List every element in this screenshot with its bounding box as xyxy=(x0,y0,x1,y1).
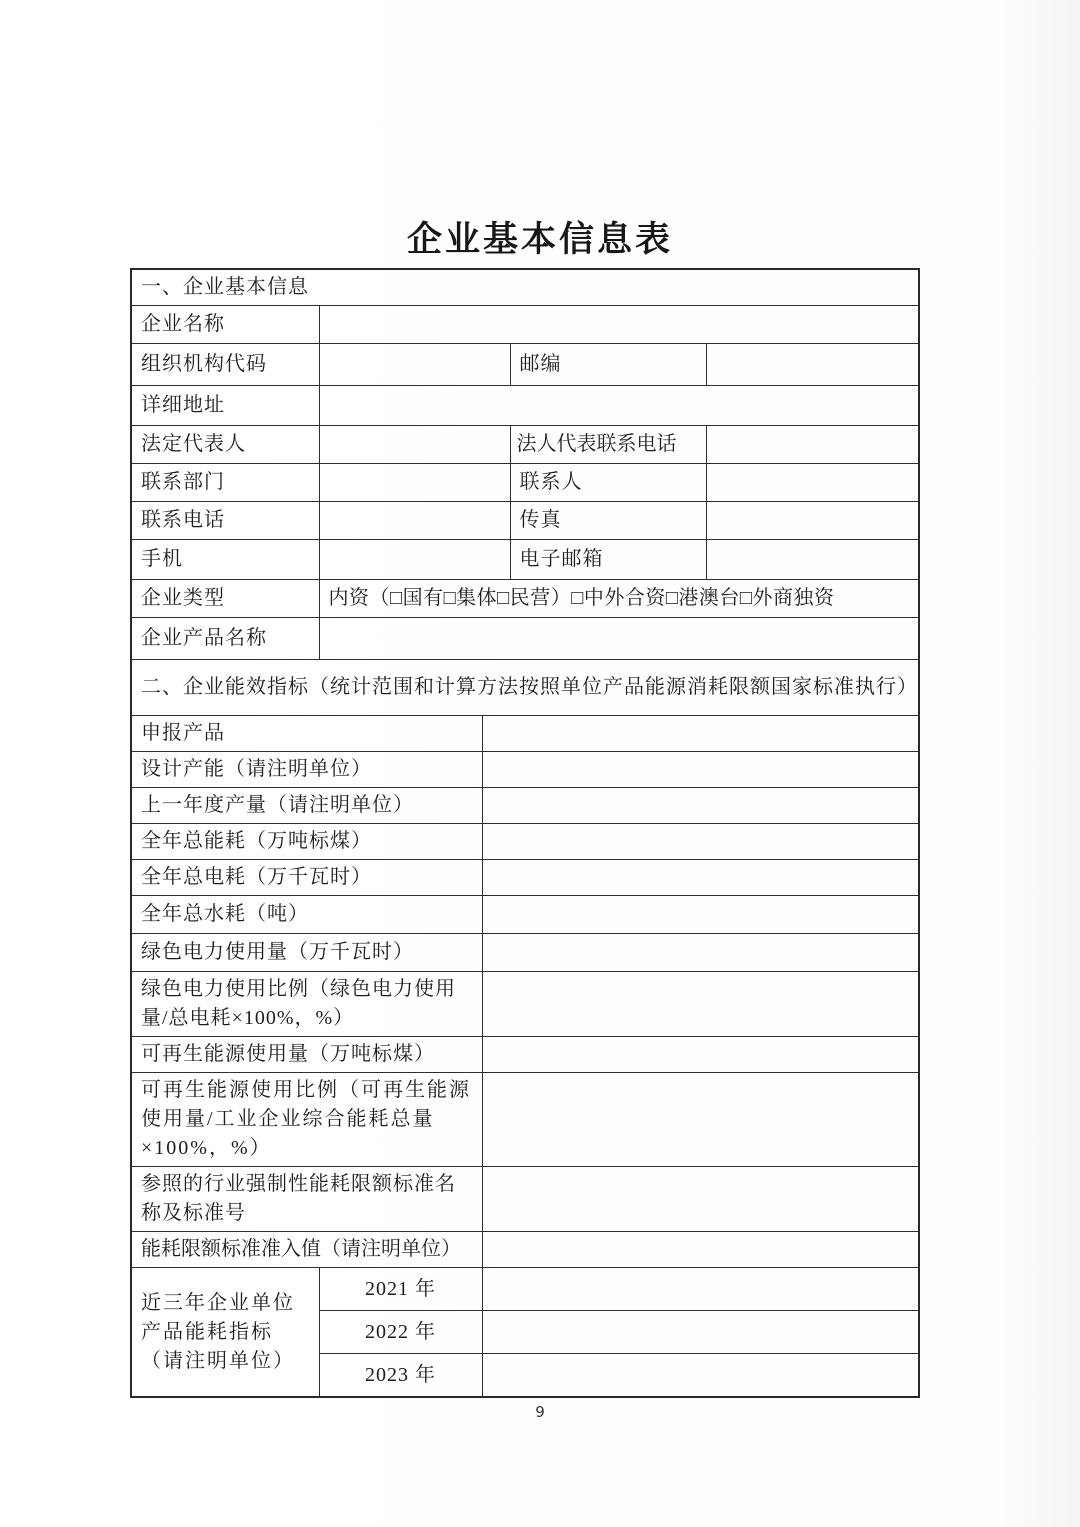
org-code-label: 组织机构代码 xyxy=(131,344,319,386)
row-company-type xyxy=(131,580,919,618)
year-2022-label: 2022 年 xyxy=(319,1311,482,1354)
standard-ref-blank-cell xyxy=(482,1167,919,1232)
row-declared-product xyxy=(131,716,919,752)
legal-rep-blank-cell xyxy=(319,426,510,464)
mobile-label: 手机 xyxy=(131,540,319,580)
row-contact-dept xyxy=(131,464,919,502)
standard-ref-label: 参照的行业强制性能耗限额标准名称及标准号 xyxy=(131,1167,482,1232)
row-mobile-email xyxy=(131,540,919,580)
total-energy-label: 全年总能耗（万吨标煤） xyxy=(131,824,482,860)
product-name-label: 企业产品名称 xyxy=(131,618,319,660)
year-2021-label: 2021 年 xyxy=(319,1268,482,1311)
row-green-power-ratio xyxy=(131,972,919,1037)
mobile-blank-cell xyxy=(319,540,510,580)
row-address xyxy=(131,386,919,426)
green-power-usage-label: 绿色电力使用量（万千瓦时） xyxy=(131,934,482,972)
postal-label: 邮编 xyxy=(510,344,706,386)
row-three-year-2021 xyxy=(131,1268,919,1311)
total-water-blank-cell xyxy=(482,896,919,934)
row-contact-phone xyxy=(131,502,919,540)
row-total-electricity xyxy=(131,860,919,896)
year-2023-blank-cell xyxy=(482,1354,919,1398)
declared-product-blank-cell xyxy=(482,716,919,752)
section2-header-row xyxy=(131,660,919,716)
fax-label: 传真 xyxy=(510,502,706,540)
section1-header: 一、企业基本信息 xyxy=(131,269,919,306)
contact-dept-blank-cell xyxy=(319,464,510,502)
year-2023-label: 2023 年 xyxy=(319,1354,482,1398)
total-water-label: 全年总水耗（吨） xyxy=(131,896,482,934)
row-renewable-usage xyxy=(131,1037,919,1073)
row-company-name xyxy=(131,306,919,344)
product-name-blank-cell xyxy=(319,618,919,660)
three-year-indicator-label: 近三年企业单位产品能耗指标（请注明单位） xyxy=(131,1268,319,1398)
legal-rep-phone-label: 法人代表联系电话 xyxy=(510,426,706,464)
total-electricity-label: 全年总电耗（万千瓦时） xyxy=(131,860,482,896)
company-name-label: 企业名称 xyxy=(131,306,319,344)
email-blank-cell xyxy=(706,540,919,580)
year-2021-blank-cell xyxy=(482,1268,919,1311)
legal-rep-phone-blank-cell xyxy=(706,426,919,464)
last-year-output-label: 上一年度产量（请注明单位） xyxy=(131,788,482,824)
company-type-options: 内资（□国有□集体□民营）□中外合资□港澳台□外商独资 xyxy=(319,580,919,618)
green-power-ratio-blank-cell xyxy=(482,972,919,1037)
row-last-year-output xyxy=(131,788,919,824)
year-2022-blank-cell xyxy=(482,1311,919,1354)
declared-product-label: 申报产品 xyxy=(131,716,482,752)
enterprise-info-form-table xyxy=(130,268,920,1398)
section1-header-row xyxy=(131,269,919,306)
contact-person-blank-cell xyxy=(706,464,919,502)
company-name-blank-cell xyxy=(319,306,919,344)
legal-rep-label: 法定代表人 xyxy=(131,426,319,464)
contact-dept-label: 联系部门 xyxy=(131,464,319,502)
row-design-capacity xyxy=(131,752,919,788)
renewable-usage-blank-cell xyxy=(482,1037,919,1073)
row-org-code-postal xyxy=(131,344,919,386)
row-standard-ref xyxy=(131,1167,919,1232)
row-total-energy xyxy=(131,824,919,860)
fax-blank-cell xyxy=(706,502,919,540)
renewable-usage-label: 可再生能源使用量（万吨标煤） xyxy=(131,1037,482,1073)
standard-entry-value-label: 能耗限额标准准入值（请注明单位） xyxy=(131,1232,482,1268)
postal-blank-cell xyxy=(706,344,919,386)
last-year-output-blank-cell xyxy=(482,788,919,824)
email-label: 电子邮箱 xyxy=(510,540,706,580)
org-code-blank-cell xyxy=(319,344,510,386)
renewable-ratio-label: 可再生能源使用比例（可再生能源使用量/工业企业综合能耗总量×100%，%） xyxy=(131,1073,482,1167)
renewable-ratio-blank-cell xyxy=(482,1073,919,1167)
total-electricity-blank-cell xyxy=(482,860,919,896)
design-capacity-blank-cell xyxy=(482,752,919,788)
address-label: 详细地址 xyxy=(131,386,319,426)
company-type-label: 企业类型 xyxy=(131,580,319,618)
document-title: 企业基本信息表 xyxy=(406,220,673,259)
contact-phone-blank-cell xyxy=(319,502,510,540)
total-energy-blank-cell xyxy=(482,824,919,860)
section2-header: 二、企业能效指标（统计范围和计算方法按照单位产品能源消耗限额国家标准执行） xyxy=(131,660,919,716)
row-renewable-ratio xyxy=(131,1073,919,1167)
address-blank-cell xyxy=(319,386,919,426)
contact-phone-label: 联系电话 xyxy=(131,502,319,540)
green-power-ratio-label: 绿色电力使用比例（绿色电力使用量/总电耗×100%，%） xyxy=(131,972,482,1037)
contact-person-label: 联系人 xyxy=(510,464,706,502)
row-legal-rep xyxy=(131,426,919,464)
page-number: 9 xyxy=(535,1403,545,1421)
design-capacity-label: 设计产能（请注明单位） xyxy=(131,752,482,788)
standard-entry-value-blank-cell xyxy=(482,1232,919,1268)
green-power-usage-blank-cell xyxy=(482,934,919,972)
row-total-water xyxy=(131,896,919,934)
row-standard-entry-value xyxy=(131,1232,919,1268)
row-product-name xyxy=(131,618,919,660)
row-green-power-usage xyxy=(131,934,919,972)
